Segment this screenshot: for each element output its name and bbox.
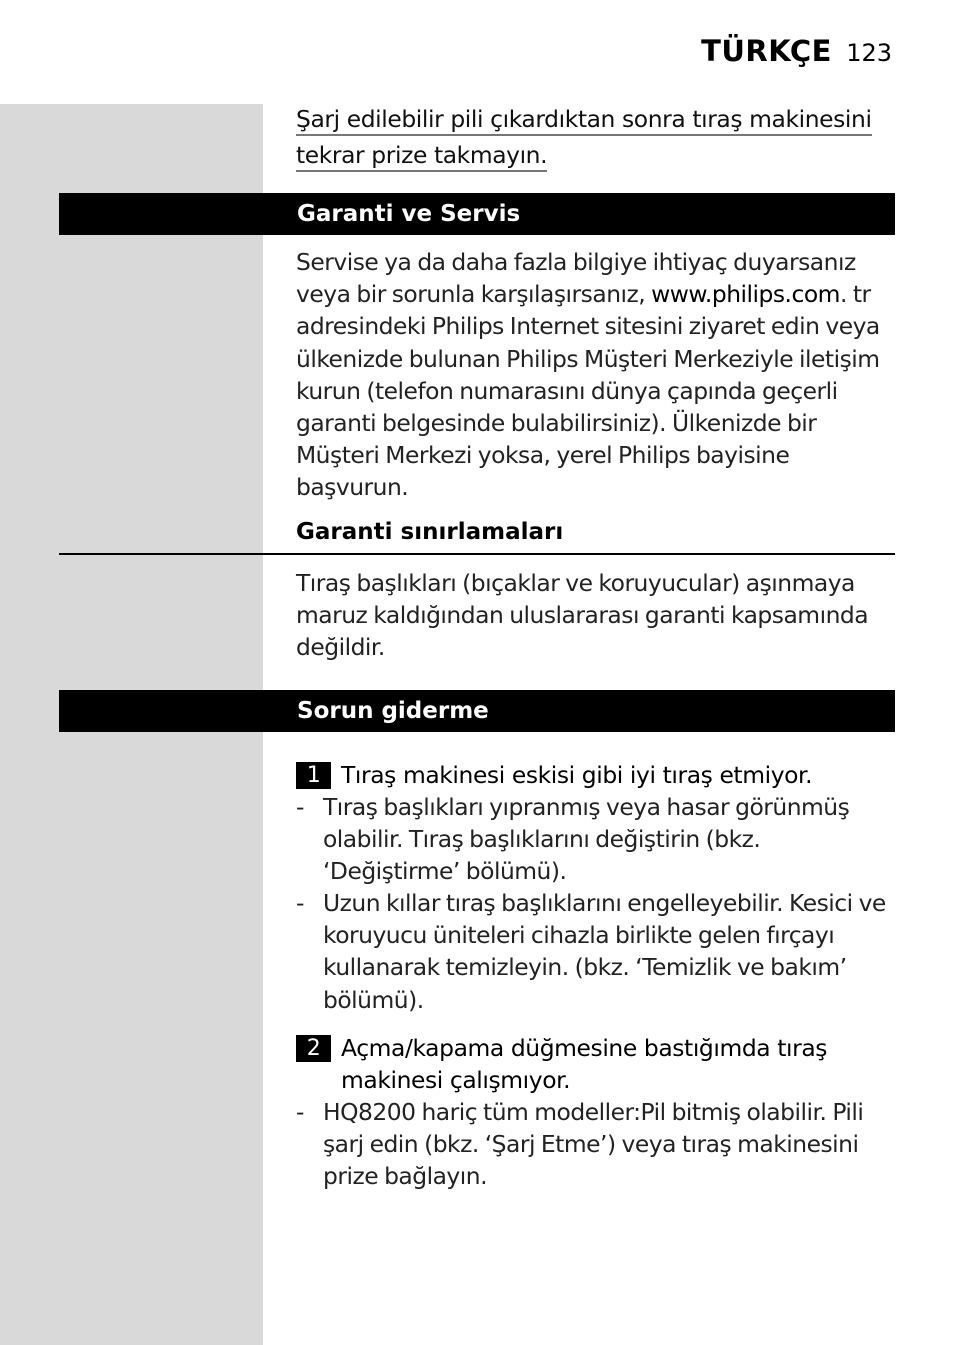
step-number-badge: 2 <box>296 1035 331 1062</box>
bullet-dash: - <box>296 889 304 917</box>
warranty-text-end: . tr adresindeki Philips Internet sitesini ziyaret edin veya ülkenizde bulunan Philips Müşteri Merkeziyle iletişim kurun (telefon numarasını dünya çapında geçerli garanti belgesinde bulabilirsiniz). Ülkenizde bir Müşteri Merkezi yoksa, yerel Philips bayisine başvurun. <box>296 280 880 502</box>
restrictions-paragraph: Tıraş başlıkları (bıçaklar ve koruyucular) aşınmaya maruz kaldığından uluslararası garanti kapsamında değildir. <box>296 569 869 662</box>
warning-text <box>296 103 894 175</box>
philips-website-link[interactable]: www.philips.com <box>651 280 840 309</box>
section-header-warranty <box>59 193 895 235</box>
list-item <box>296 791 894 888</box>
step-1 <box>296 759 894 791</box>
bullet-dash: - <box>296 1098 304 1126</box>
list-item <box>296 887 894 1016</box>
step-title: Açma/kapama düğmesine bastığımda tıraş makinesi çalışmıyor. <box>341 1034 828 1095</box>
list-item-text: HQ8200 hariç tüm modeller:Pil bitmiş olabilir. Pili şarj edin (bkz. ‘Şarj Etme’) veya tıraş makinesini prize bağlayın. <box>323 1098 864 1191</box>
warning-line-1: Şarj edilebilir pili çıkardıktan sonra tıraş makinesini <box>296 105 872 136</box>
page-number: 123 <box>846 39 892 67</box>
list-item-text: Uzun kıllar tıraş başlıklarını engelleyebilir. Kesici ve koruyucu üniteleri cihazla birlikte gelen fırçayı kullanarak temizleyin. (bkz. ‘Temizlik ve bakım’ bölümü). <box>323 889 886 1014</box>
section-title-warranty: Garanti ve Servis <box>297 201 521 227</box>
step-number-badge: 1 <box>296 762 331 789</box>
list-item <box>296 1096 894 1193</box>
section-title-troubleshooting: Sorun giderme <box>297 698 489 724</box>
step-title: Tıraş makinesi eskisi gibi iyi tıraş etmiyor. <box>341 761 813 789</box>
section-header-troubleshooting <box>59 690 895 732</box>
warning-line-2: tekrar prize takmayın. <box>296 141 547 172</box>
language-heading: TÜRKÇE <box>701 34 832 68</box>
step-2 <box>296 1032 894 1096</box>
subheading-restrictions: Garanti sınırlamaları <box>296 519 564 545</box>
divider-rule <box>59 553 895 555</box>
warranty-paragraph <box>296 246 894 504</box>
bullet-dash: - <box>296 793 304 821</box>
list-item-text: Tıraş başlıkları yıpranmış veya hasar görünmüş olabilir. Tıraş başlıklarını değiştirin (bkz. ‘Değiştirme’ bölümü). <box>323 793 850 886</box>
warranty-text-start: Servise ya da daha fazla bilgiye ihtiyaç duyarsanız veya bir sorunla karşılaşırsanız, <box>296 248 856 309</box>
